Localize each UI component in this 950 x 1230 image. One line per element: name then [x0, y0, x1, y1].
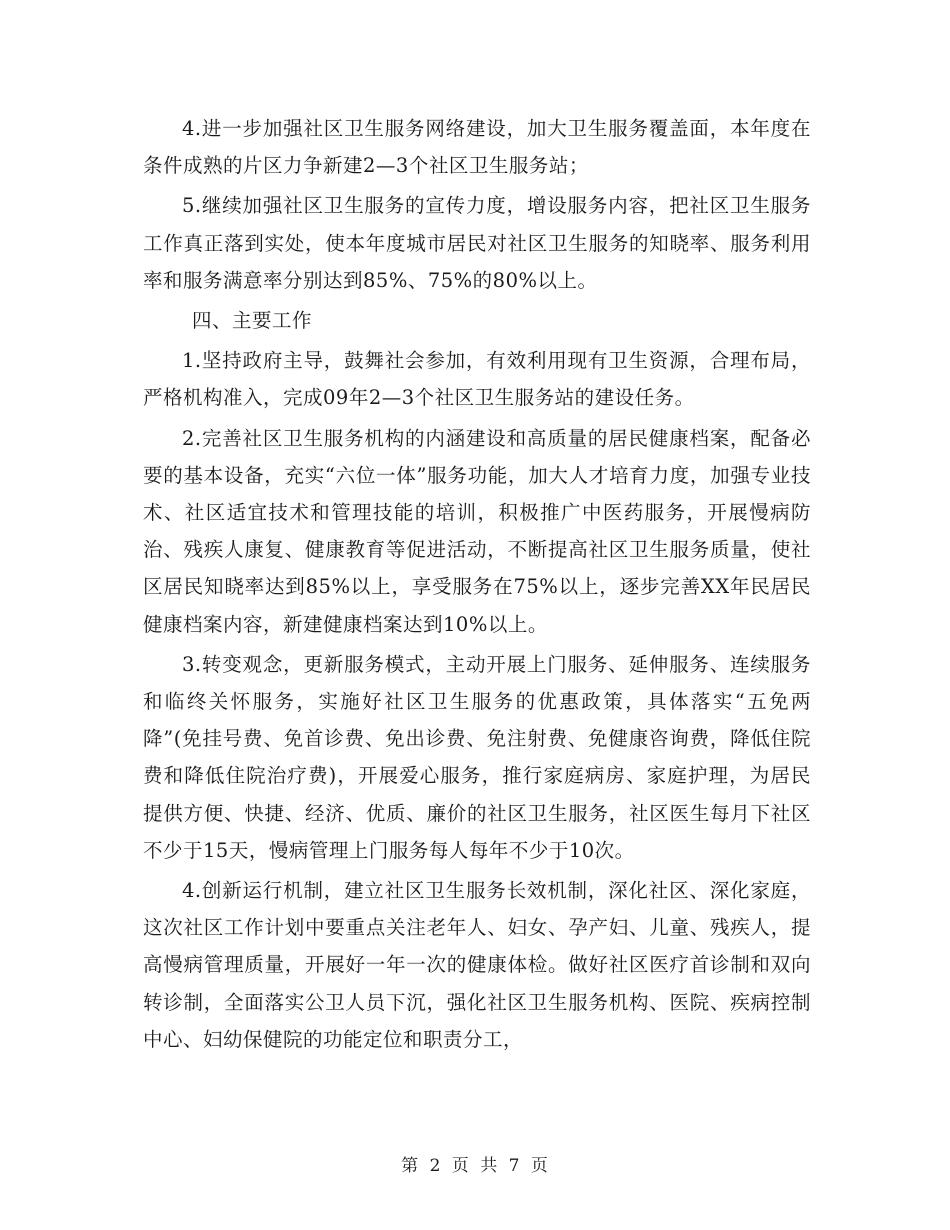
paragraph-work-1: 1.坚持政府主导，鼓舞社会参加，有效利用现有卫生资源，合理布局，严格机构准入，完成09年2—3个社区卫生服务站的建设任务。	[143, 349, 811, 410]
paragraph-work-2: 2.完善社区卫生服务机构的内涵建设和高质量的居民健康档案，配备必要的基本设备，充实“六位一体”服务功能，加大人才培育力度，加强专业技术、社区适宜技术和管理技能的培训，积极推广中医药服务，开展慢病防治、残疾人康复、健康教育等促进活动，不断提高社区卫生服务质量，使社区居民知晓率达到85%以上，享受服务在75%以上，逐步完善XX年民居民健康档案内容，新建健康档案达到10%以上。	[143, 426, 811, 636]
paragraph-item-5-publicity: 5.继续加强社区卫生服务的宣传力度，增设服务内容，把社区卫生服务工作真正落到实处，使本年度城市居民对社区卫生服务的知晓率、服务利用率和服务满意率分别达到85%、75%的80%以上。	[143, 194, 811, 292]
section-heading-main-work: 四、主要工作	[192, 309, 313, 333]
paragraph-work-3: 3.转变观念，更新服务模式，主动开展上门服务、延伸服务、连续服务和临终关怀服务，实施好社区卫生服务的优惠政策，具体落实“五免两降”(免挂号费、免首诊费、免出诊费、免注射费、免健康咨询费，降低住院费和降低住院治疗费)，开展爱心服务，推行家庭病房、家庭护理，为居民提供方便、快捷、经济、优质、廉价的社区卫生服务，社区医生每月下社区不少于15天，慢病管理上门服务每人每年不少于10次。	[143, 652, 811, 862]
page-number-footer: 第 2 页 共 7 页	[401, 1156, 549, 1176]
paragraph-item-4-network: 4.进一步加强社区卫生服务网络建设，加大卫生服务覆盖面，本年度在条件成熟的片区力争新建2—3个社区卫生服务站；	[143, 117, 811, 178]
document-body	[143, 110, 811, 1061]
paragraph-work-4: 4.创新运行机制，建立社区卫生服务长效机制，深化社区、深化家庭，这次社区工作计划中要重点关注老年人、妇女、孕产妇、儿童、残疾人，提高慢病管理质量，开展好一年一次的健康体检。做好社区医疗首诊制和双向转诊制，全面落实公卫人员下沉，强化社区卫生服务机构、医院、疾病控制中心、妇幼保健院的功能定位和职责分工，	[143, 879, 811, 1051]
